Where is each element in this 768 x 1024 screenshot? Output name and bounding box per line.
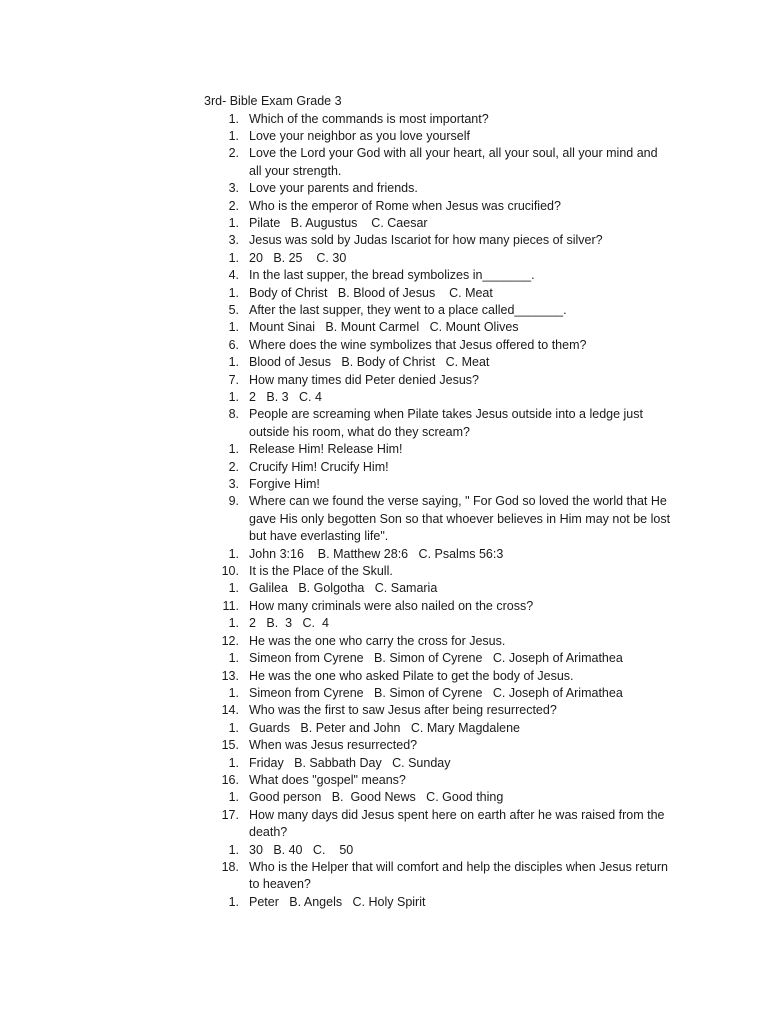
list-item-text: When was Jesus resurrected?	[249, 738, 418, 753]
list-item-number: 1.	[228, 790, 239, 805]
list-item-text: How many days did Jesus spent here on earth after he was raised from the death?	[249, 807, 665, 840]
list-item	[204, 894, 684, 911]
list-item-number: 1.	[228, 215, 239, 230]
list-item-text: Body of Christ B. Blood of Jesus C. Meat	[249, 285, 493, 300]
list-item-text: Simeon from Cyrene B. Simon of Cyrene C. Joseph of Arimathea	[249, 651, 623, 666]
list-item-number: 4.	[228, 268, 239, 283]
list-item	[204, 702, 684, 719]
list-item-text: Crucify Him! Crucify Him!	[249, 459, 389, 474]
list-item-text: Blood of Jesus B. Body of Christ C. Meat	[249, 355, 490, 370]
list-item	[204, 285, 684, 302]
list-item	[204, 668, 684, 685]
list-item	[204, 859, 684, 894]
list-item	[204, 441, 684, 458]
list-item-text: How many times did Peter denied Jesus?	[249, 372, 479, 387]
list-item-number: 1.	[228, 651, 239, 666]
list-item-number: 6.	[228, 337, 239, 352]
list-item-text: Pilate B. Augustus C. Caesar	[249, 215, 428, 230]
list-item-text: 30 B. 40 C. 50	[249, 842, 354, 857]
list-item-number: 1.	[228, 842, 239, 857]
list-item-text: In the last supper, the bread symbolizes in_______.	[249, 268, 535, 283]
list-item-number: 1.	[228, 755, 239, 770]
list-item-text: He was the one who carry the cross for Jesus.	[249, 633, 506, 648]
list-item-number: 1.	[228, 111, 239, 126]
list-item-number: 3.	[228, 477, 239, 492]
list-item	[204, 720, 684, 737]
list-item	[204, 372, 684, 389]
list-item	[204, 354, 684, 371]
list-item-number: 2.	[228, 198, 239, 213]
list-item	[204, 789, 684, 806]
list-item-text: Simeon from Cyrene B. Simon of Cyrene C. Joseph of Arimathea	[249, 685, 623, 700]
document-title: 3rd- Bible Exam Grade 3	[204, 94, 342, 108]
list-item-text: John 3:16 B. Matthew 28:6 C. Psalms 56:3	[249, 546, 504, 561]
list-item	[204, 755, 684, 772]
list-item-text: Where does the wine symbolizes that Jesus offered to them?	[249, 337, 587, 352]
list-item-number: 1.	[228, 320, 239, 335]
list-item	[204, 198, 684, 215]
list-item-number: 7.	[228, 372, 239, 387]
list-item-text: Which of the commands is most important?	[249, 111, 489, 126]
list-item-text: Love the Lord your God with all your heart, all your soul, all your mind and all your strength.	[249, 146, 658, 178]
list-item-number: 13.	[221, 668, 239, 683]
list-item-text: Release Him! Release Him!	[249, 442, 403, 457]
list-item-number: 1.	[228, 616, 239, 631]
list-item-number: 1.	[228, 250, 239, 265]
list-item-text: How many criminals were also nailed on the cross?	[249, 598, 534, 613]
list-item-text: Where can we found the verse saying, " For God so loved the world that He gave His only begotten Son so that whoever believes in Him may not be lost but have everlasting life".	[249, 494, 671, 544]
list-item	[204, 563, 684, 580]
list-item-text: Peter B. Angels C. Holy Spirit	[249, 894, 426, 909]
list-item-number: 1.	[228, 442, 239, 457]
list-item-number: 1.	[228, 894, 239, 909]
list-item-number: 3.	[228, 181, 239, 196]
list-item-text: He was the one who asked Pilate to get the body of Jesus.	[249, 668, 574, 683]
list-item-number: 10.	[221, 564, 239, 579]
list-item-text: People are screaming when Pilate takes Jesus outside into a ledge just outside his room, what do they scream?	[249, 407, 643, 439]
list-item-number: 1.	[228, 128, 239, 143]
list-item-number: 1.	[228, 685, 239, 700]
list-item	[204, 476, 684, 493]
list-item-number: 9.	[228, 494, 239, 509]
list-item-number: 1.	[228, 720, 239, 735]
list-item-number: 3.	[228, 233, 239, 248]
list-item-text: Love your neighbor as you love yourself	[249, 128, 470, 143]
list-item	[204, 685, 684, 702]
list-item	[204, 807, 684, 842]
list-item	[204, 215, 684, 232]
list-item-text: Forgive Him!	[249, 477, 320, 492]
question-list	[204, 111, 684, 912]
list-item	[204, 615, 684, 632]
list-item	[204, 546, 684, 563]
list-item-number: 2.	[228, 459, 239, 474]
list-item-number: 1.	[228, 355, 239, 370]
list-item-text: Friday B. Sabbath Day C. Sunday	[249, 755, 451, 770]
list-item-text: Love your parents and friends.	[249, 181, 418, 196]
list-item-number: 15.	[221, 738, 239, 753]
list-item	[204, 459, 684, 476]
list-item	[204, 128, 684, 145]
list-item-text: Jesus was sold by Judas Iscariot for how many pieces of silver?	[249, 233, 603, 248]
list-item-text: Guards B. Peter and John C. Mary Magdalene	[249, 720, 520, 735]
list-item	[204, 772, 684, 789]
list-item	[204, 267, 684, 284]
list-item	[204, 337, 684, 354]
list-item	[204, 598, 684, 615]
list-item-text: It is the Place of the Skull.	[249, 564, 393, 579]
list-item-number: 18.	[221, 859, 239, 874]
list-item	[204, 250, 684, 267]
list-item	[204, 111, 684, 128]
list-item-number: 1.	[228, 390, 239, 404]
list-item	[204, 180, 684, 197]
list-item	[204, 737, 684, 754]
list-item-number: 5.	[228, 302, 239, 317]
list-item-text: What does "gospel" means?	[249, 772, 406, 787]
list-item-text: Who is the Helper that will comfort and help the disciples when Jesus return to heaven?	[249, 859, 668, 892]
list-item-number: 17.	[221, 807, 239, 822]
list-item	[204, 389, 684, 406]
list-item-number: 11.	[222, 598, 239, 613]
list-item-text: 2 B. 3 C. 4	[249, 390, 322, 404]
list-item	[204, 232, 684, 249]
list-item-number: 16.	[221, 772, 239, 787]
list-item-number: 1.	[228, 546, 239, 561]
list-item-text: 20 B. 25 C. 30	[249, 250, 347, 265]
list-item	[204, 650, 684, 667]
list-item-number: 8.	[228, 407, 239, 422]
list-item	[204, 302, 684, 319]
list-item	[204, 580, 684, 597]
list-item-number: 1.	[228, 581, 239, 596]
list-item-text: Galilea B. Golgotha C. Samaria	[249, 581, 438, 596]
list-item	[204, 406, 684, 441]
list-item-text: Who was the first to saw Jesus after being resurrected?	[249, 703, 557, 718]
list-item-number: 14.	[221, 703, 239, 718]
list-item	[204, 145, 684, 180]
list-item	[204, 493, 684, 545]
list-item	[204, 319, 684, 336]
list-item-text: After the last supper, they went to a place called_______.	[249, 302, 567, 317]
list-item-number: 2.	[228, 146, 239, 161]
list-item	[204, 633, 684, 650]
list-item-text: 2 B. 3 C. 4	[249, 616, 329, 631]
list-item-number: 1.	[228, 285, 239, 300]
list-item	[204, 842, 684, 859]
list-item-text: Who is the emperor of Rome when Jesus was crucified?	[249, 198, 561, 213]
list-item-text: Mount Sinai B. Mount Carmel C. Mount Olives	[249, 320, 519, 335]
list-item-number: 12.	[221, 633, 239, 648]
list-item-text: Good person B. Good News C. Good thing	[249, 790, 504, 805]
